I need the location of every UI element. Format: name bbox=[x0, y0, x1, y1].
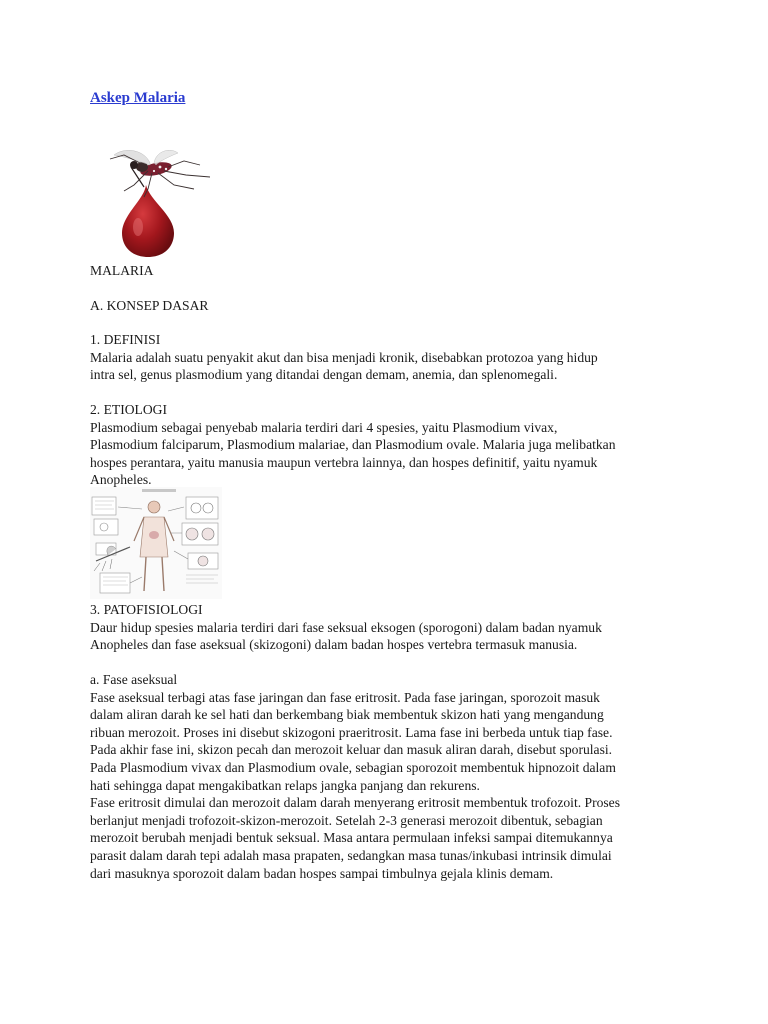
fase-aseksual-heading: a. Fase aseksual bbox=[90, 672, 178, 687]
malaria-life-cycle-image bbox=[90, 487, 222, 599]
fase-aseksual-line: parasit dalam darah tepi adalah masa prapaten, sedangkan masa tunas/inkubasi intrinsik dimulai bbox=[90, 847, 612, 863]
fase-aseksual-line: Pada Plasmodium vivax dan Plasmodium ovale, sebagian sporozoit membentuk hipnozoit dalam bbox=[90, 759, 616, 775]
section-definisi bbox=[90, 331, 700, 384]
section-etiologi bbox=[90, 401, 700, 489]
etiologi-line: Plasmodium falciparum, Plasmodium malariae, dan Plasmodium ovale. Malaria juga melibatkan bbox=[90, 437, 616, 453]
etiologi-heading: 2. ETIOLOGI bbox=[90, 402, 168, 417]
section-fase-aseksual bbox=[90, 671, 700, 882]
section-patofisiologi bbox=[90, 601, 700, 654]
definisi-line: Malaria adalah suatu penyakit akut dan bisa menjadi kronik, disebabkan protozoa yang hidup bbox=[90, 349, 598, 365]
fase-aseksual-line: Fase aseksual terbagi atas fase jaringan dan fase eritrosit. Pada fase jaringan, sporozoit masuk bbox=[90, 689, 600, 705]
fase-aseksual-line: dalam aliran darah ke sel hati dan berkembang biak membentuk skizon hati yang mengandung bbox=[90, 707, 604, 723]
fase-aseksual-line: ribuan merozoit. Proses ini disebut skizogoni praeritrosit. Lama fase ini berbeda untuk tiap fase. bbox=[90, 724, 613, 740]
definisi-line: intra sel, genus plasmodium yang ditandai dengan demam, anemia, dan splenomegali. bbox=[90, 367, 558, 383]
fase-aseksual-line: dari masuknya sporozoit dalam badan hospes sampai timbulnya gejala klinis demam. bbox=[90, 865, 554, 881]
heading-konsep-dasar: A. KONSEP DASAR bbox=[90, 298, 209, 313]
title-link[interactable]: Askep Malaria bbox=[90, 90, 186, 106]
etiologi-line: Anopheles. bbox=[90, 472, 152, 488]
fase-aseksual-line: merozoit berubah menjadi bentuk seksual. Masa antara permulaan infeksi sampai ditemukannya bbox=[90, 830, 613, 846]
etiologi-line: Plasmodium sebagai penyebab malaria terdiri dari 4 spesies, yaitu Plasmodium vivax, bbox=[90, 419, 558, 435]
definisi-heading: 1. DEFINISI bbox=[90, 332, 161, 347]
heading-malaria: MALARIA bbox=[90, 263, 154, 278]
fase-aseksual-line: berlanjut menjadi trofozoit-skizon-merozoit. Setelah 2-3 generasi merozoit dibentuk, sebagian bbox=[90, 812, 603, 828]
patofisiologi-line: Daur hidup spesies malaria terdiri dari fase seksual eksogen (sporogoni) dalam badan nyamuk bbox=[90, 619, 602, 635]
fase-aseksual-line: Pada akhir fase ini, skizon pecah dan merozoit keluar dan masuk aliran darah, disebut sporulasi. bbox=[90, 742, 613, 758]
etiologi-line: hospes perantara, yaitu manusia maupun vertebra lainnya, dan hospes definitif, yaitu nyamuk bbox=[90, 454, 598, 470]
mosquito-blood-drop-image bbox=[104, 145, 216, 260]
fase-aseksual-line: hati sehingga dapat mengakibatkan relaps jangka panjang dan rekurens. bbox=[90, 777, 480, 793]
fase-aseksual-line: Fase eritrosit dimulai dan merozoit dalam darah menyerang eritrosit membentuk trofozoit. Proses bbox=[90, 795, 621, 811]
patofisiologi-heading: 3. PATOFISIOLOGI bbox=[90, 602, 203, 617]
patofisiologi-line: Anopheles dan fase aseksual (skizogoni) dalam badan hospes vertebra termasuk manusia. bbox=[90, 637, 578, 653]
